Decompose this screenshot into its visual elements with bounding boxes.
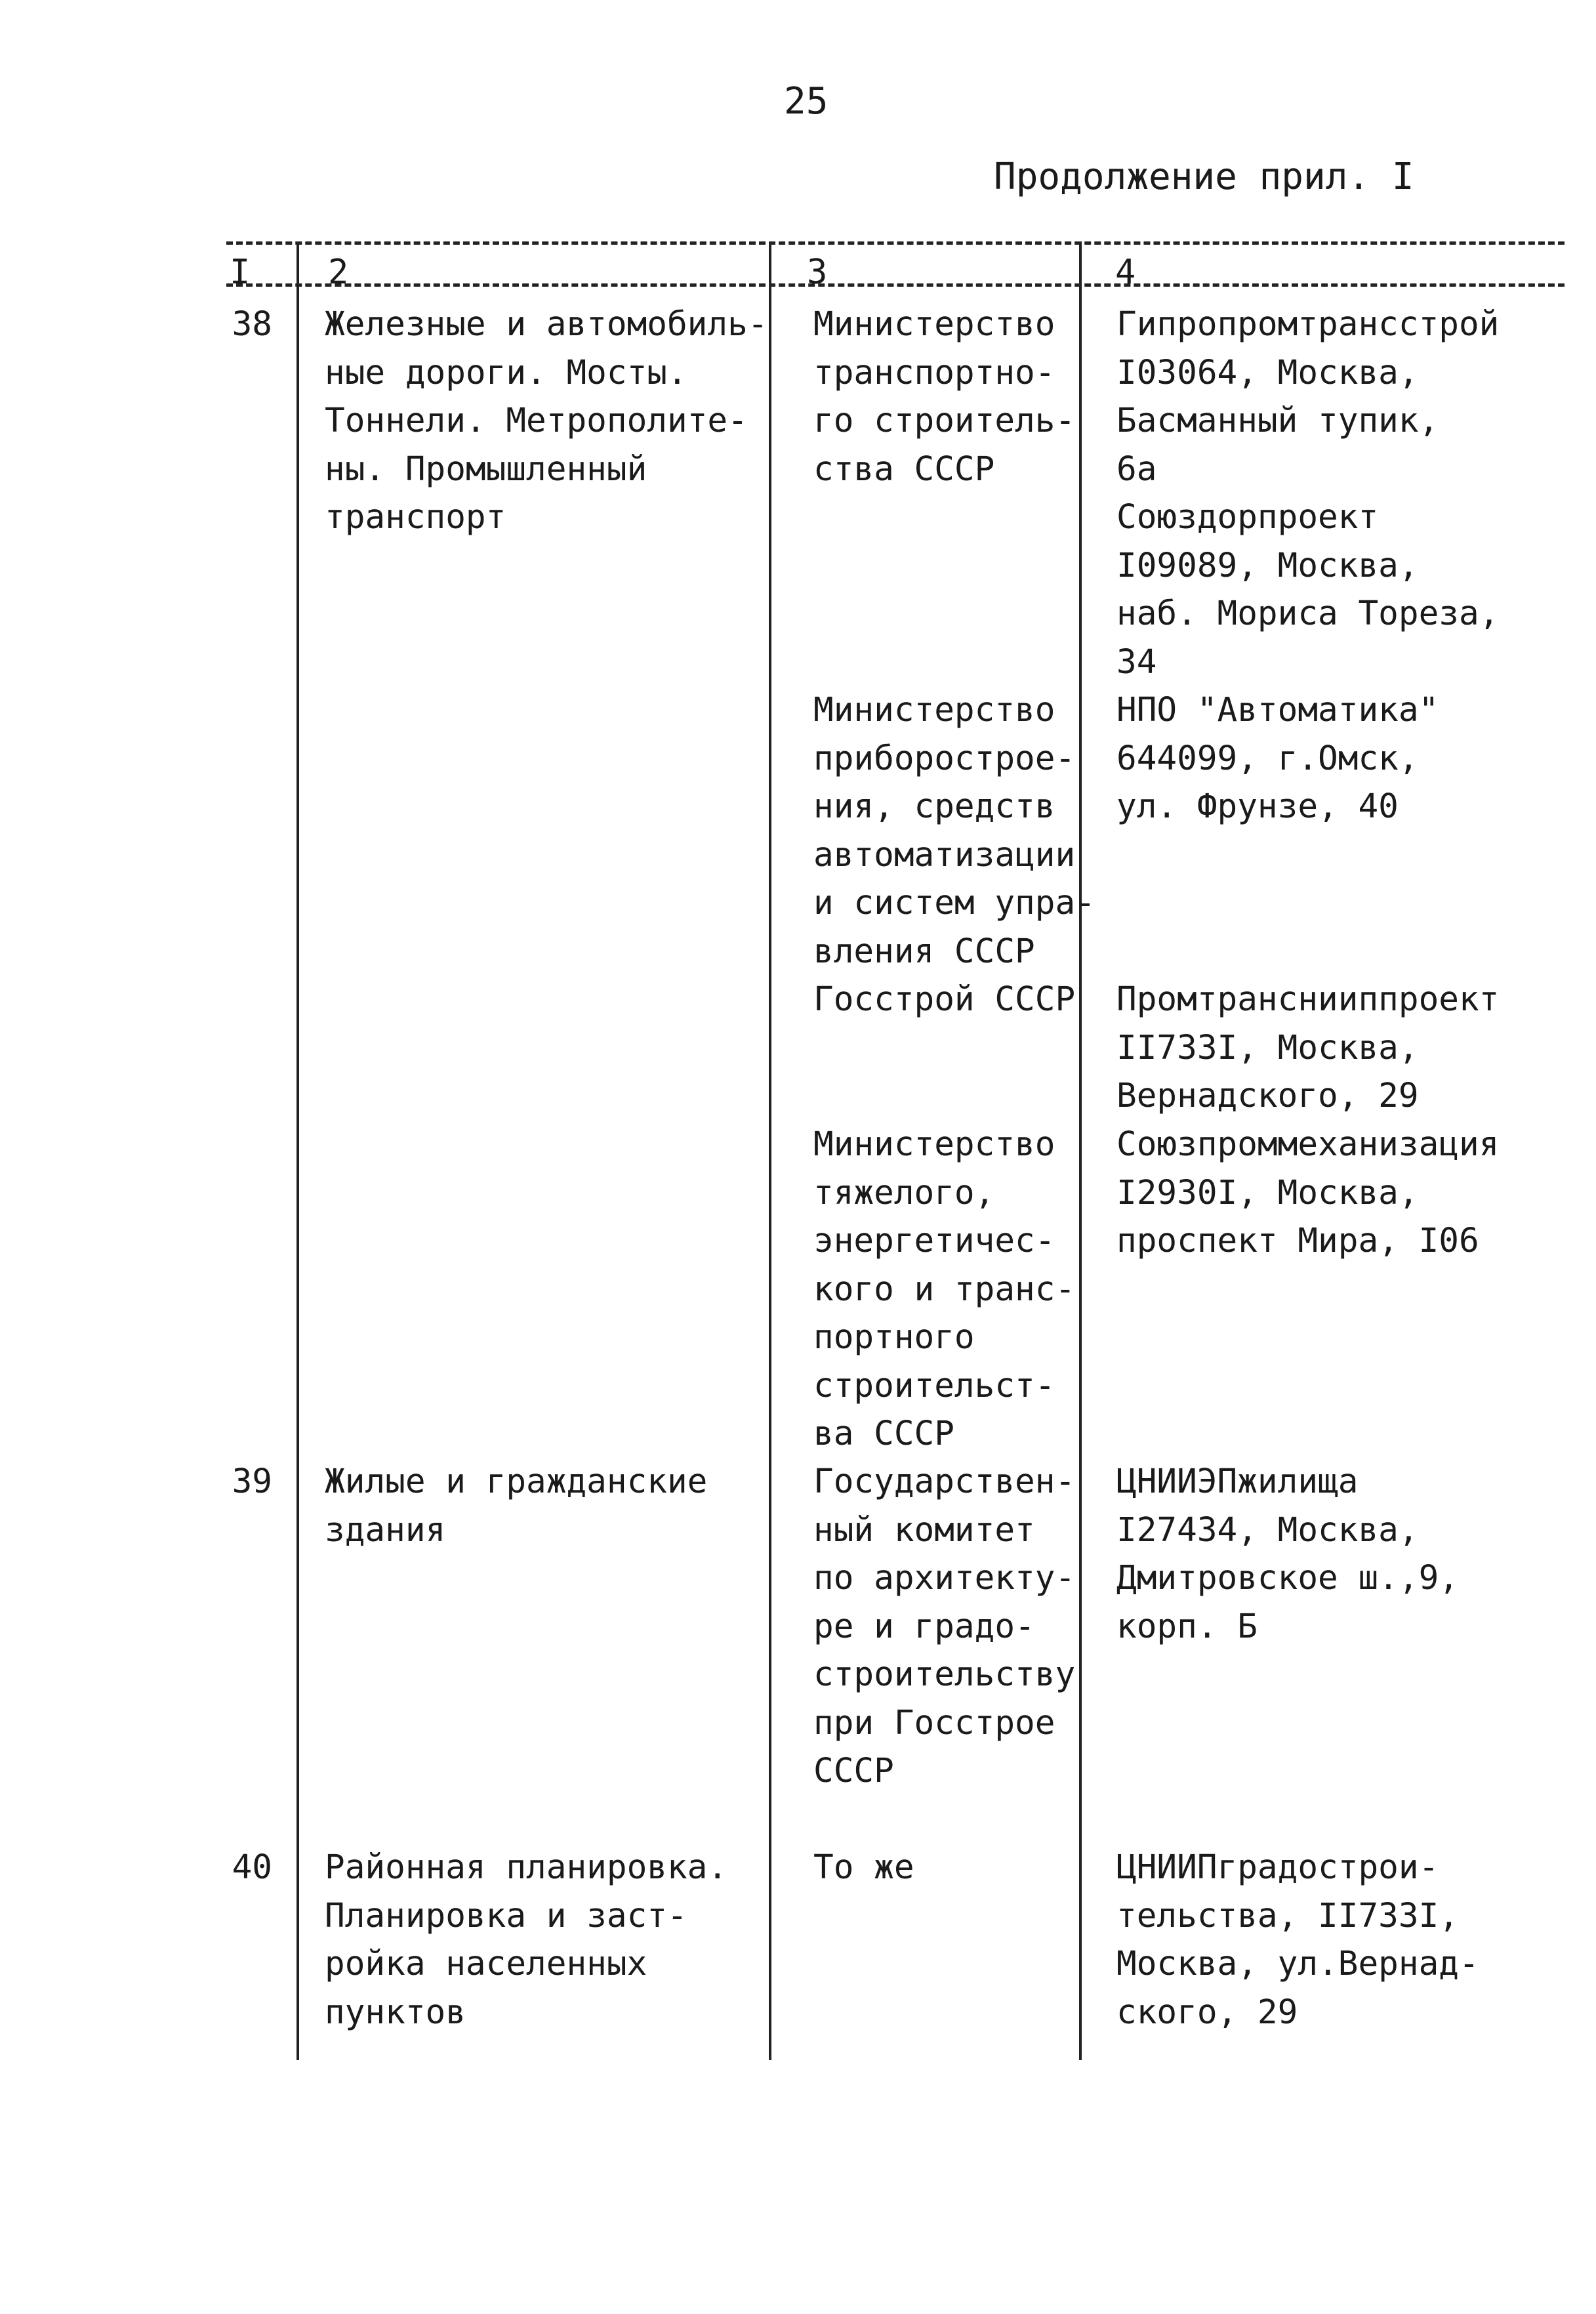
- organization-cell: Промтранснииппроект II733I, Москва, Вернадского, 29: [1116, 980, 1500, 1115]
- column-header-4: 4: [1115, 253, 1136, 292]
- row-number: 40: [232, 1848, 272, 1887]
- ministry-cell: Министерство приборострое- ния, средств автоматизации и систем упра- вления СССР: [813, 691, 1095, 971]
- organization-cell: Гипропромтрансстрой I03064, Москва, Басманный тупик, 6а Союздорпроект I09089, Москва, наб. Мориса Тореза, 34: [1116, 305, 1500, 682]
- ministry-cell: Государствен- ный комитет по архитекту- ре и градо- строительству при Госстрое СССР: [813, 1462, 1076, 1790]
- page-number: 25: [784, 80, 829, 123]
- header-top-line: [226, 241, 1565, 245]
- organization-cell: ЦНИИПградострои- тельства, II733I, Москва, ул.Вернад- ского, 29: [1116, 1848, 1479, 2032]
- column-header-1: I: [230, 253, 251, 292]
- column-header-2: 2: [328, 253, 349, 292]
- row-subject: Районная планировка. Планировка и заст- ройка населенных пунктов: [325, 1848, 728, 2032]
- column-divider-1: [297, 241, 299, 2060]
- header-bottom-line: [226, 283, 1565, 287]
- continuation-heading: Продолжение прил. I: [994, 155, 1414, 198]
- ministry-cell: Министерство транспортно- го строитель- ства СССР: [813, 305, 1076, 489]
- column-header-3: 3: [807, 253, 828, 292]
- organization-cell: ЦНИИЭПжилища I27434, Москва, Дмитровское ш.,9, корп. Б: [1116, 1462, 1459, 1646]
- row-subject: Жилые и гражданские здания: [325, 1462, 708, 1550]
- organization-cell: НПО "Автоматика" 644099, г.Омск, ул. Фрунзе, 40: [1116, 691, 1439, 826]
- ministry-cell: Министерство тяжелого, энергетичес- кого и транс- портного строительст- ва СССР: [813, 1125, 1076, 1453]
- row-number: 39: [232, 1462, 272, 1501]
- row-subject: Железные и автомобиль- ные дороги. Мосты. Тоннели. Метрополите- ны. Промышленный транспорт: [325, 305, 768, 537]
- row-number: 38: [232, 305, 272, 344]
- column-divider-3: [1079, 241, 1082, 2060]
- organization-cell: Союзпроммеханизация I2930I, Москва, проспект Мира, I06: [1116, 1125, 1500, 1260]
- ministry-cell: Госстрой СССР: [813, 980, 1076, 1019]
- ministry-cell: То же: [813, 1848, 914, 1887]
- column-divider-2: [769, 241, 771, 2060]
